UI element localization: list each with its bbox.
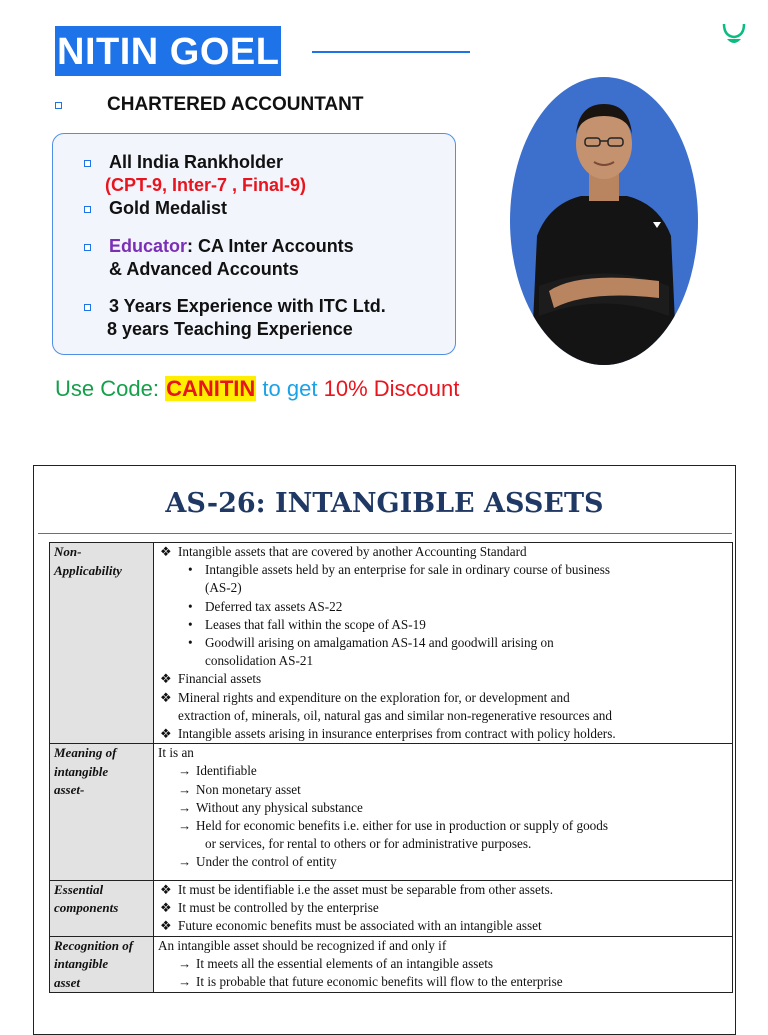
list-item: It is an [158,745,194,761]
row-heading: Essential components [50,880,154,936]
name-underline [312,51,470,53]
document-title: AS-26: INTANGIBLE ASSETS [165,488,604,519]
arrow-right-icon: → [178,955,192,971]
table-row [50,880,733,936]
list-item: • Goodwill arising on amalgamation AS-14 and goodwill arising on [158,634,728,652]
diamond-bullet-icon: ❖ [160,899,172,915]
credential-itc: 3 Years Experience with ITC Ltd. [109,295,386,318]
presenter-photo [509,76,699,366]
row-content [154,880,733,936]
as26-table [49,542,733,993]
table-row [50,936,733,993]
list-item: → It meets all the essential elements of an intangible assets [158,955,728,973]
arrow-right-icon: → [178,818,192,834]
row-content [154,543,733,744]
dot-bullet-icon: • [188,598,193,614]
list-item: • Intangible assets held by an enterprise for sale in ordinary course of business [158,561,728,579]
bullet-icon [84,206,91,213]
list-item: ❖ Intangible assets that are covered by another Accounting Standard [158,543,728,561]
list-item: (AS-2) [205,580,242,596]
arrow-right-icon: → [178,799,192,815]
promo-label: Use Code: [55,376,159,401]
list-item: ❖ It must be controlled by the enterprise [158,899,728,917]
bullet-icon [84,304,91,311]
list-item: • Deferred tax assets AS-22 [158,598,728,616]
promo-code: CANITIN [166,376,256,401]
credential-educator: Educator: CA Inter Accounts [109,235,354,258]
document-page [33,465,736,1035]
list-item: consolidation AS-21 [205,653,314,669]
list-item: or services, for rental to others or for administrative purposes. [205,836,532,852]
list-item: → It is probable that future economic benefits will flow to the enterprise [158,973,728,991]
unacademy-logo-icon [720,20,748,48]
title-rule [38,533,732,534]
name-banner [55,26,281,76]
credential-ranks: (CPT-9, Inter-7 , Final-9) [105,175,307,195]
arrow-right-icon: → [178,763,192,779]
promo-discount: 10% Discount [323,376,460,401]
presenter-name: NITIN GOEL [57,31,280,73]
list-item: ❖ Financial assets [158,670,728,688]
credential-rankholder: All India Rankholder [109,151,283,174]
list-item: ❖ It must be identifiable i.e the asset must be separable from other assets. [158,881,728,899]
diamond-bullet-icon: ❖ [160,918,172,934]
diamond-bullet-icon: ❖ [160,671,172,687]
diamond-bullet-icon: ❖ [160,544,172,559]
list-item: ❖ Intangible assets arising in insurance enterprises from contract with policy holders. [158,725,728,743]
dot-bullet-icon: • [188,635,193,651]
row-content [154,936,733,993]
credentials-box [52,133,456,355]
arrow-right-icon: → [178,974,192,990]
bullet-icon [55,102,62,109]
list-item: → Held for economic benefits i.e. either for use in production or supply of goods [158,817,728,835]
arrow-right-icon: → [178,854,192,870]
promo-line [55,376,459,402]
credential-teaching: 8 years Teaching Experience [107,319,353,339]
credential-educator-cont: & Advanced Accounts [109,259,299,279]
promo-to-get: to get [262,376,318,401]
dot-bullet-icon: • [188,616,193,632]
diamond-bullet-icon: ❖ [160,881,172,897]
row-heading: Non- Applicability [50,543,154,744]
table-row [50,543,733,744]
designation: CHARTERED ACCOUNTANT [107,94,364,115]
list-item: An intangible asset should be recognized if and only if [158,937,447,953]
list-item: ❖ Mineral rights and expenditure on the exploration for, or development and [158,689,728,707]
table-row [50,744,733,880]
diamond-bullet-icon: ❖ [160,726,172,742]
row-content [154,744,733,880]
list-item: ❖ Future economic benefits must be associated with an intangible asset [158,917,728,935]
bullet-icon [84,160,91,167]
row-heading: Recognition of intangible asset [50,936,154,993]
list-item: → Under the control of entity [158,853,728,871]
list-item: → Without any physical substance [158,799,728,817]
list-item: • Leases that fall within the scope of AS-19 [158,616,728,634]
arrow-right-icon: → [178,781,192,797]
bullet-icon [84,244,91,251]
diamond-bullet-icon: ❖ [160,689,172,705]
credential-gold-medalist: Gold Medalist [109,197,227,220]
dot-bullet-icon: • [188,562,193,578]
list-item: → Identifiable [158,762,728,780]
list-item: → Non monetary asset [158,781,728,799]
row-heading: Meaning of intangible asset- [50,744,154,880]
list-item: extraction of, minerals, oil, natural gas and similar non-regenerative resources and [178,707,612,723]
